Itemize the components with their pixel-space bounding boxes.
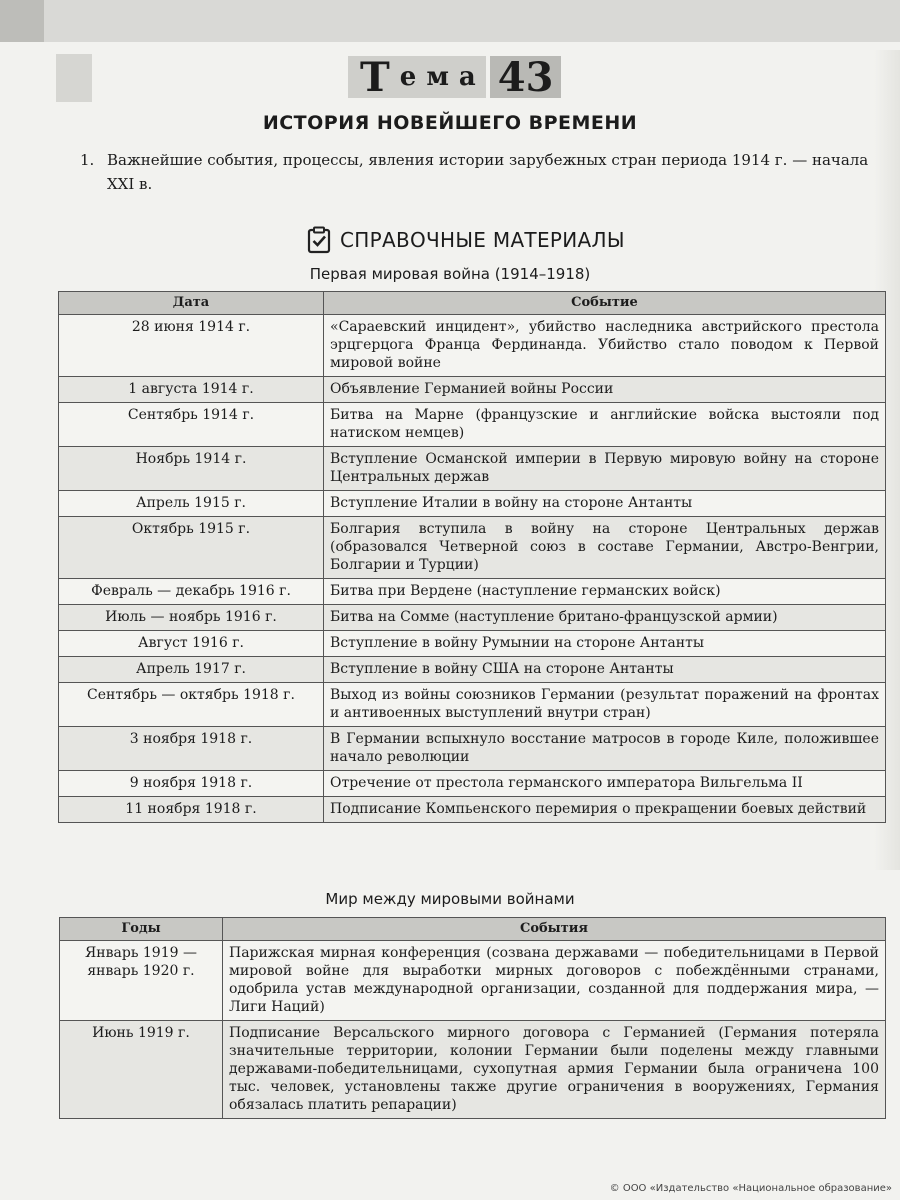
table-header-row [59,292,886,315]
table-row [60,1021,886,1119]
reference-heading [306,226,625,254]
table-row [59,579,886,605]
row-event: «Сараевский инцидент», убийство наследника австрийского престола эрцгерцога Франца Фердинанда. Убийство стало поводом к Первой мировой войне [324,315,886,377]
theme-word [348,53,486,101]
row-date: Январь 1919 — январь 1920 г. [60,941,223,1021]
table-row [59,727,886,771]
table-row [59,657,886,683]
interwar-events-table [59,917,886,1119]
row-date: 3 ноября 1918 г. [59,727,324,771]
row-event: Выход из войны союзников Германии (результат поражений на фронтах и антивоенных выступлений внутри стран) [324,683,886,727]
row-event: Подписание Компьенского перемирия о прекращении боевых действий [324,797,886,823]
row-event: Битва при Вердене (наступление германских войск) [324,579,886,605]
row-event: В Германии вспыхнуло восстание матросов в городе Киле, положившее начало революции [324,727,886,771]
table-row [59,517,886,579]
row-event: Вступление в войну США на стороне Антанты [324,657,886,683]
table-row [59,315,886,377]
table-row [59,447,886,491]
column-header-event: Событие [324,292,886,315]
top-header-bar [0,0,900,42]
table-row [59,377,886,403]
row-date: Июнь 1919 г. [60,1021,223,1119]
table-row [59,631,886,657]
theme-letter: е [399,62,417,92]
row-event: Отречение от престола германского императора Вильгельма II [324,771,886,797]
row-date: Апрель 1917 г. [59,657,324,683]
table-row [59,797,886,823]
row-event: Болгария вступила в войну на стороне Центральных держав (образовался Четверной союз в составе Германии, Австро-Венгрии, Болгарии и Турции) [324,517,886,579]
row-event: Вступление в войну Румынии на стороне Антанты [324,631,886,657]
ww1-events-table [58,291,886,823]
column-header-date: Дата [59,292,324,315]
row-date: Октябрь 1915 г. [59,517,324,579]
theme-letter: Т [360,53,390,101]
table-row [60,941,886,1021]
reference-heading-label: СПРАВОЧНЫЕ МАТЕРИАЛЫ [340,228,625,252]
ww1-table-caption: Первая мировая война (1914–1918) [309,265,591,283]
table-row [59,605,886,631]
page-title: ИСТОРИЯ НОВЕЙШЕГО ВРЕМЕНИ [262,112,638,134]
row-date: 28 июня 1914 г. [59,315,324,377]
table-row [59,491,886,517]
row-date: Июль — ноябрь 1916 г. [59,605,324,631]
header-corner-block [0,0,44,42]
table-row [59,403,886,447]
row-date: Февраль — декабрь 1916 г. [59,579,324,605]
column-header-events: События [223,918,886,941]
row-date: 9 ноября 1918 г. [59,771,324,797]
row-date: 11 ноября 1918 г. [59,797,324,823]
theme-badge [348,52,561,102]
row-date: Ноябрь 1914 г. [59,447,324,491]
theme-number: 43 [490,56,562,98]
row-event: Подписание Версальского мирного договора с Германией (Германия потеряла значительные территории, колонии Германии были поделены между главными державами-победительницами, сухопутная армия Германии была ограничена 100 тыс. человек, установлены также другие ограничения в вооружениях, Германия обязалась платить репарации) [223,1021,886,1119]
row-date: Август 1916 г. [59,631,324,657]
row-event: Объявление Германией войны России [324,377,886,403]
theme-letter: а [458,62,476,92]
row-event: Битва на Марне (французские и английские войска выстояли под натиском немцев) [324,403,886,447]
intro-list-item [80,148,890,196]
list-text: Важнейшие события, процессы, явления истории зарубежных стран периода 1914 г. — начала XXI в. [107,151,869,193]
list-number: 1. [80,151,95,169]
clipboard-check-icon [306,226,332,254]
row-date: Сентябрь 1914 г. [59,403,324,447]
table-row [59,771,886,797]
table-header-row [60,918,886,941]
theme-letter: м [426,62,449,92]
table-row [59,683,886,727]
row-event: Вступление Османской империи в Первую мировую войну на стороне Центральных держав [324,447,886,491]
row-date: 1 августа 1914 г. [59,377,324,403]
row-event: Битва на Сомме (наступление британо-французской армии) [324,605,886,631]
margin-marker [56,54,92,102]
publisher-footer: © ООО «Издательство «Национальное образование» [609,1183,892,1194]
row-event: Вступление Италии в войну на стороне Антанты [324,491,886,517]
row-date: Апрель 1915 г. [59,491,324,517]
interwar-table-caption: Мир между мировыми войнами [325,890,575,908]
row-date: Сентябрь — октябрь 1918 г. [59,683,324,727]
row-event: Парижская мирная конференция (созвана державами — победительницами в Первой мировой войне для выработки мирных договоров с побеждёнными странами, одобрила устав международной организации, созданной для поддержания мира, — Лиги Наций) [223,941,886,1021]
column-header-years: Годы [60,918,223,941]
